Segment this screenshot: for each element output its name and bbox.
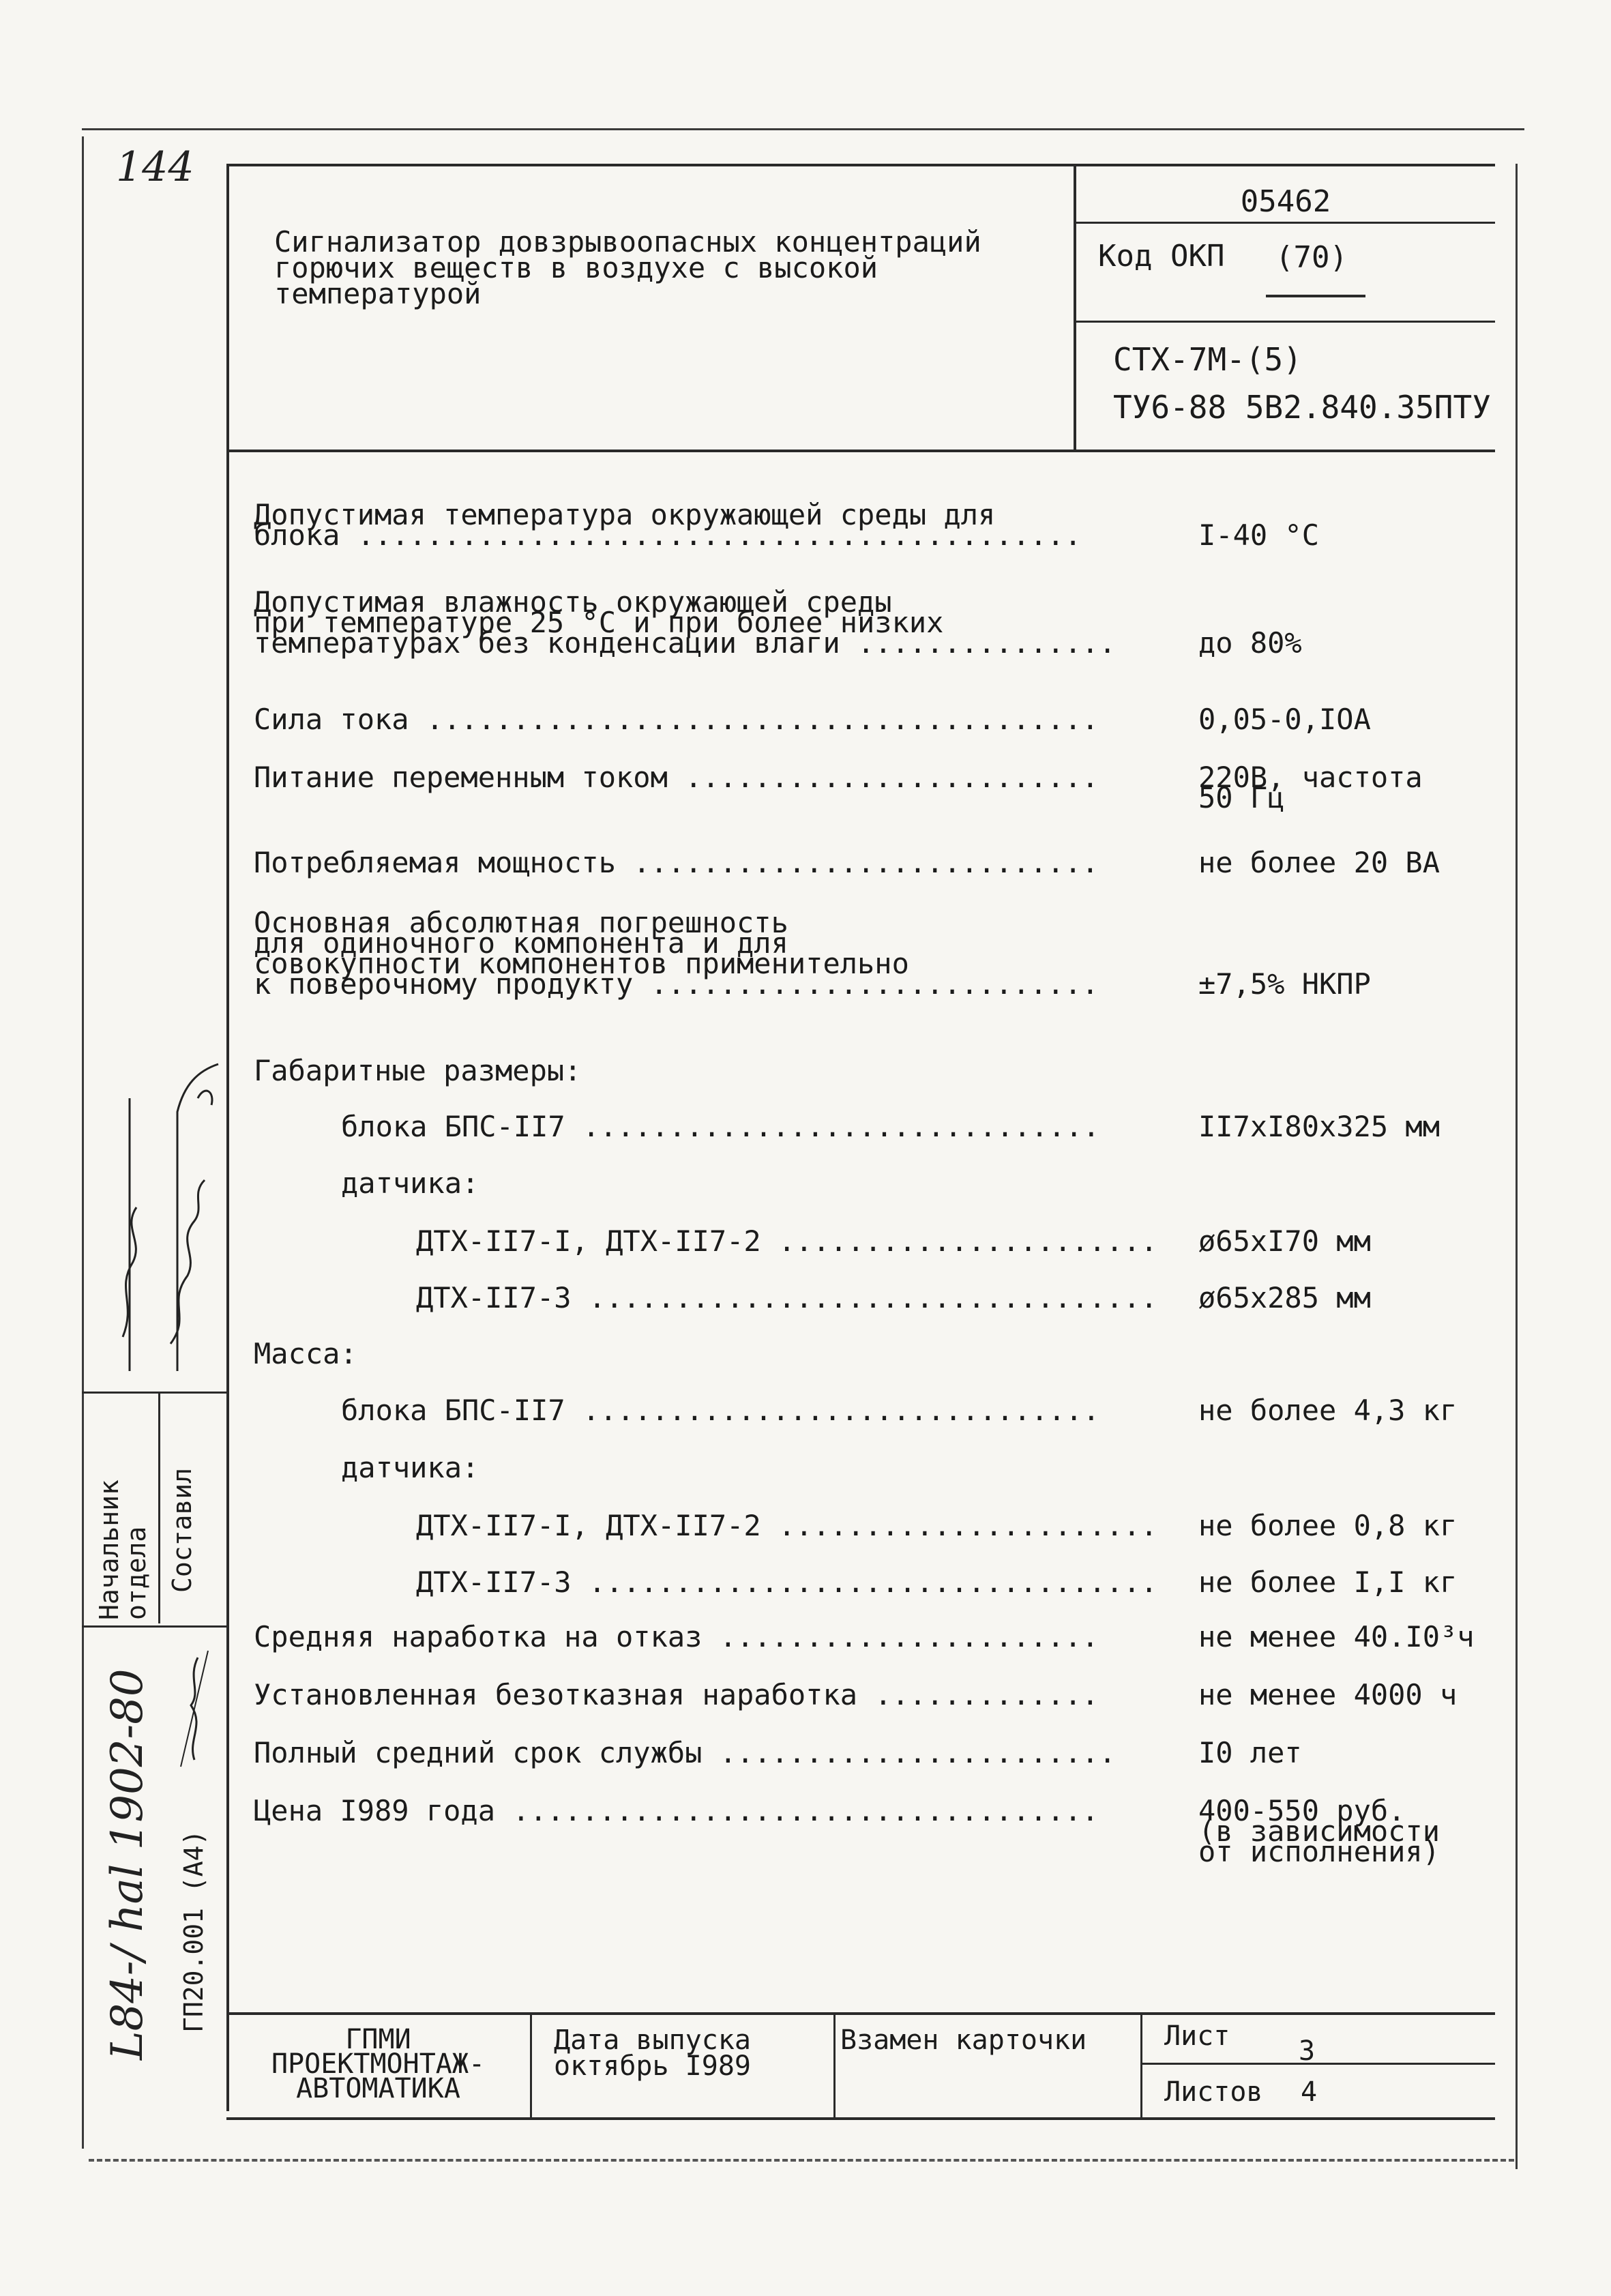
spec-label: Допустимая влажность окружающей среды при температуре 25 °С и при более низких температурах без конденсации влаги ............... [254,585,1117,660]
spec-dimensions-heading [254,1054,1475,1087]
sheet-separator [1140,2063,1495,2065]
signature-marks [167,1623,222,1773]
spec-row-mass-block [341,1394,1475,1427]
spec-value: 400-550 руб. (в зависимости от исполнения) [1198,1794,1440,1868]
spec-value: не более 4,3 кг [1198,1394,1458,1427]
spec-value: не менее 40.I0³ч [1198,1620,1475,1653]
dept-head-label: Начальник отдела [94,1480,151,1620]
spec-mass-heading [254,1337,1475,1370]
spec-value: I-40 °C [1198,518,1320,552]
bottom-border [89,2159,1514,2162]
spec-label: Питание переменным током ........................ [254,761,1099,794]
title-block [226,2012,1495,2120]
spec-label: Потребляемая мощность ........................... [254,846,1099,879]
spec-row-accuracy [254,906,1475,1001]
spec-heading: датчика: [341,1451,479,1484]
spec-heading: Масса: [254,1337,357,1370]
form-code: ГП20.001 (А4) [179,1829,209,2033]
spec-value: ø65xI70 мм [1198,1224,1371,1258]
sheets-total: 4 [1301,2076,1318,2108]
spec-value: I0 лет [1198,1736,1302,1769]
spec-label: Цена I989 года .................................. [254,1794,1099,1827]
sheets-total-label: Листов [1164,2076,1263,2108]
right-border [1516,164,1518,2169]
spec-row-temperature [254,498,1475,552]
left-border [82,136,84,2149]
spec-label: блока БПС-II7 .............................. [341,1394,1100,1427]
spec-value: не более 0,8 кг [1198,1509,1458,1542]
spec-row-established-life [254,1678,1475,1711]
spec-row-consumption [254,846,1475,879]
handwritten-registration: L84-/ hal 1902-80 [102,1668,153,2060]
spec-label: ДТХ-II7-I, ДТХ-II7-2 ...................... [416,1509,1158,1542]
spec-mass-sensor-heading [341,1451,1475,1484]
spec-value: не более 20 ВА [1198,846,1440,879]
spec-heading: Габаритные размеры: [254,1054,582,1087]
approval-box-divider [158,1392,160,1623]
header-separator-1 [1076,222,1495,224]
spec-label: ДТХ-II7-I, ДТХ-II7-2 ...................... [416,1224,1158,1258]
okp-underline [1266,295,1365,297]
spec-label: Допустимая температура окружающей среды для блока .......................................... [254,498,1082,552]
spec-label: ДТХ-II7-3 ................................. [416,1565,1158,1599]
sheet-label: Лист [1164,2020,1230,2052]
spec-label: Основная абсолютная погрешность для одиночного компонента и для совокупности компонентов применительно к поверочному продукту .......................... [254,906,1099,1001]
header-separator-2 [1076,321,1495,323]
signature-marks [102,1044,225,1385]
spec-row-current [254,703,1475,736]
spec-value: 0,05-0,IOA [1198,703,1371,736]
spec-value: II7xI80x325 мм [1198,1110,1440,1143]
title-block-divider [833,2015,836,2117]
spec-row-mtbf [254,1620,1475,1653]
spec-label: блока БПС-II7 .............................. [341,1110,1100,1143]
organization-name: ГПМИ ПРОЕКТМОНТАЖ- АВТОМАТИКА [271,2024,486,2104]
spec-label: Сила тока ....................................... [254,703,1099,736]
title-block-divider [530,2015,532,2117]
spec-label: Средняя наработка на отказ ...................... [254,1620,1099,1653]
okp-code-label: Код ОКП [1098,239,1225,274]
release-date: Дата выпуска октябрь I989 [554,2025,751,2082]
spec-value: до 80% [1198,626,1302,660]
spec-value: ø65x285 мм [1198,1281,1371,1314]
title-line-1: Сигнализатор довзрывоопасных концентраций [274,225,981,259]
title-block-divider [1140,2015,1142,2117]
handwritten-page-number: 144 [116,143,194,191]
spec-value: ±7,5% НКПР [1198,967,1371,1001]
sheet-number: 3 [1299,2035,1316,2067]
top-border [82,128,1524,130]
technical-spec-number: ТУ6-88 5В2.840.35ПТУ [1113,389,1491,426]
okp-code-value: (70) [1275,240,1348,275]
spec-heading: датчика: [341,1166,479,1200]
spec-label: Полный средний срок службы ....................... [254,1736,1117,1769]
spec-row-power-supply [254,761,1475,814]
spec-row-dims-sensor-12 [416,1224,1475,1258]
spec-value: не более I,I кг [1198,1565,1458,1599]
spec-row-price [254,1794,1475,1868]
card-number: 05462 [1240,184,1331,219]
title-line-3: температурой [274,277,482,310]
spec-value: 220В, частота 50 Гц [1198,761,1423,814]
compiler-label: Составил [167,1467,197,1593]
spec-label: ДТХ-II7-3 ................................. [416,1281,1158,1314]
replaces-card-label: Взамен карточки [840,2025,1087,2056]
model-designation: СТХ-7М-(5) [1113,341,1302,378]
spec-row-mass-sensor-12 [416,1509,1475,1542]
spec-row-service-life [254,1736,1475,1769]
spec-row-mass-sensor-3 [416,1565,1475,1599]
spec-row-dims-sensor-3 [416,1281,1475,1314]
spec-label: Установленная безотказная наработка ............. [254,1678,1099,1711]
spec-value: не менее 4000 ч [1198,1678,1458,1711]
spec-row-dims-block [341,1110,1475,1143]
spec-row-humidity [254,585,1475,660]
spec-dims-sensor-heading [341,1166,1475,1200]
title-line-2: горючих веществ в воздухе с высокой [274,251,878,284]
